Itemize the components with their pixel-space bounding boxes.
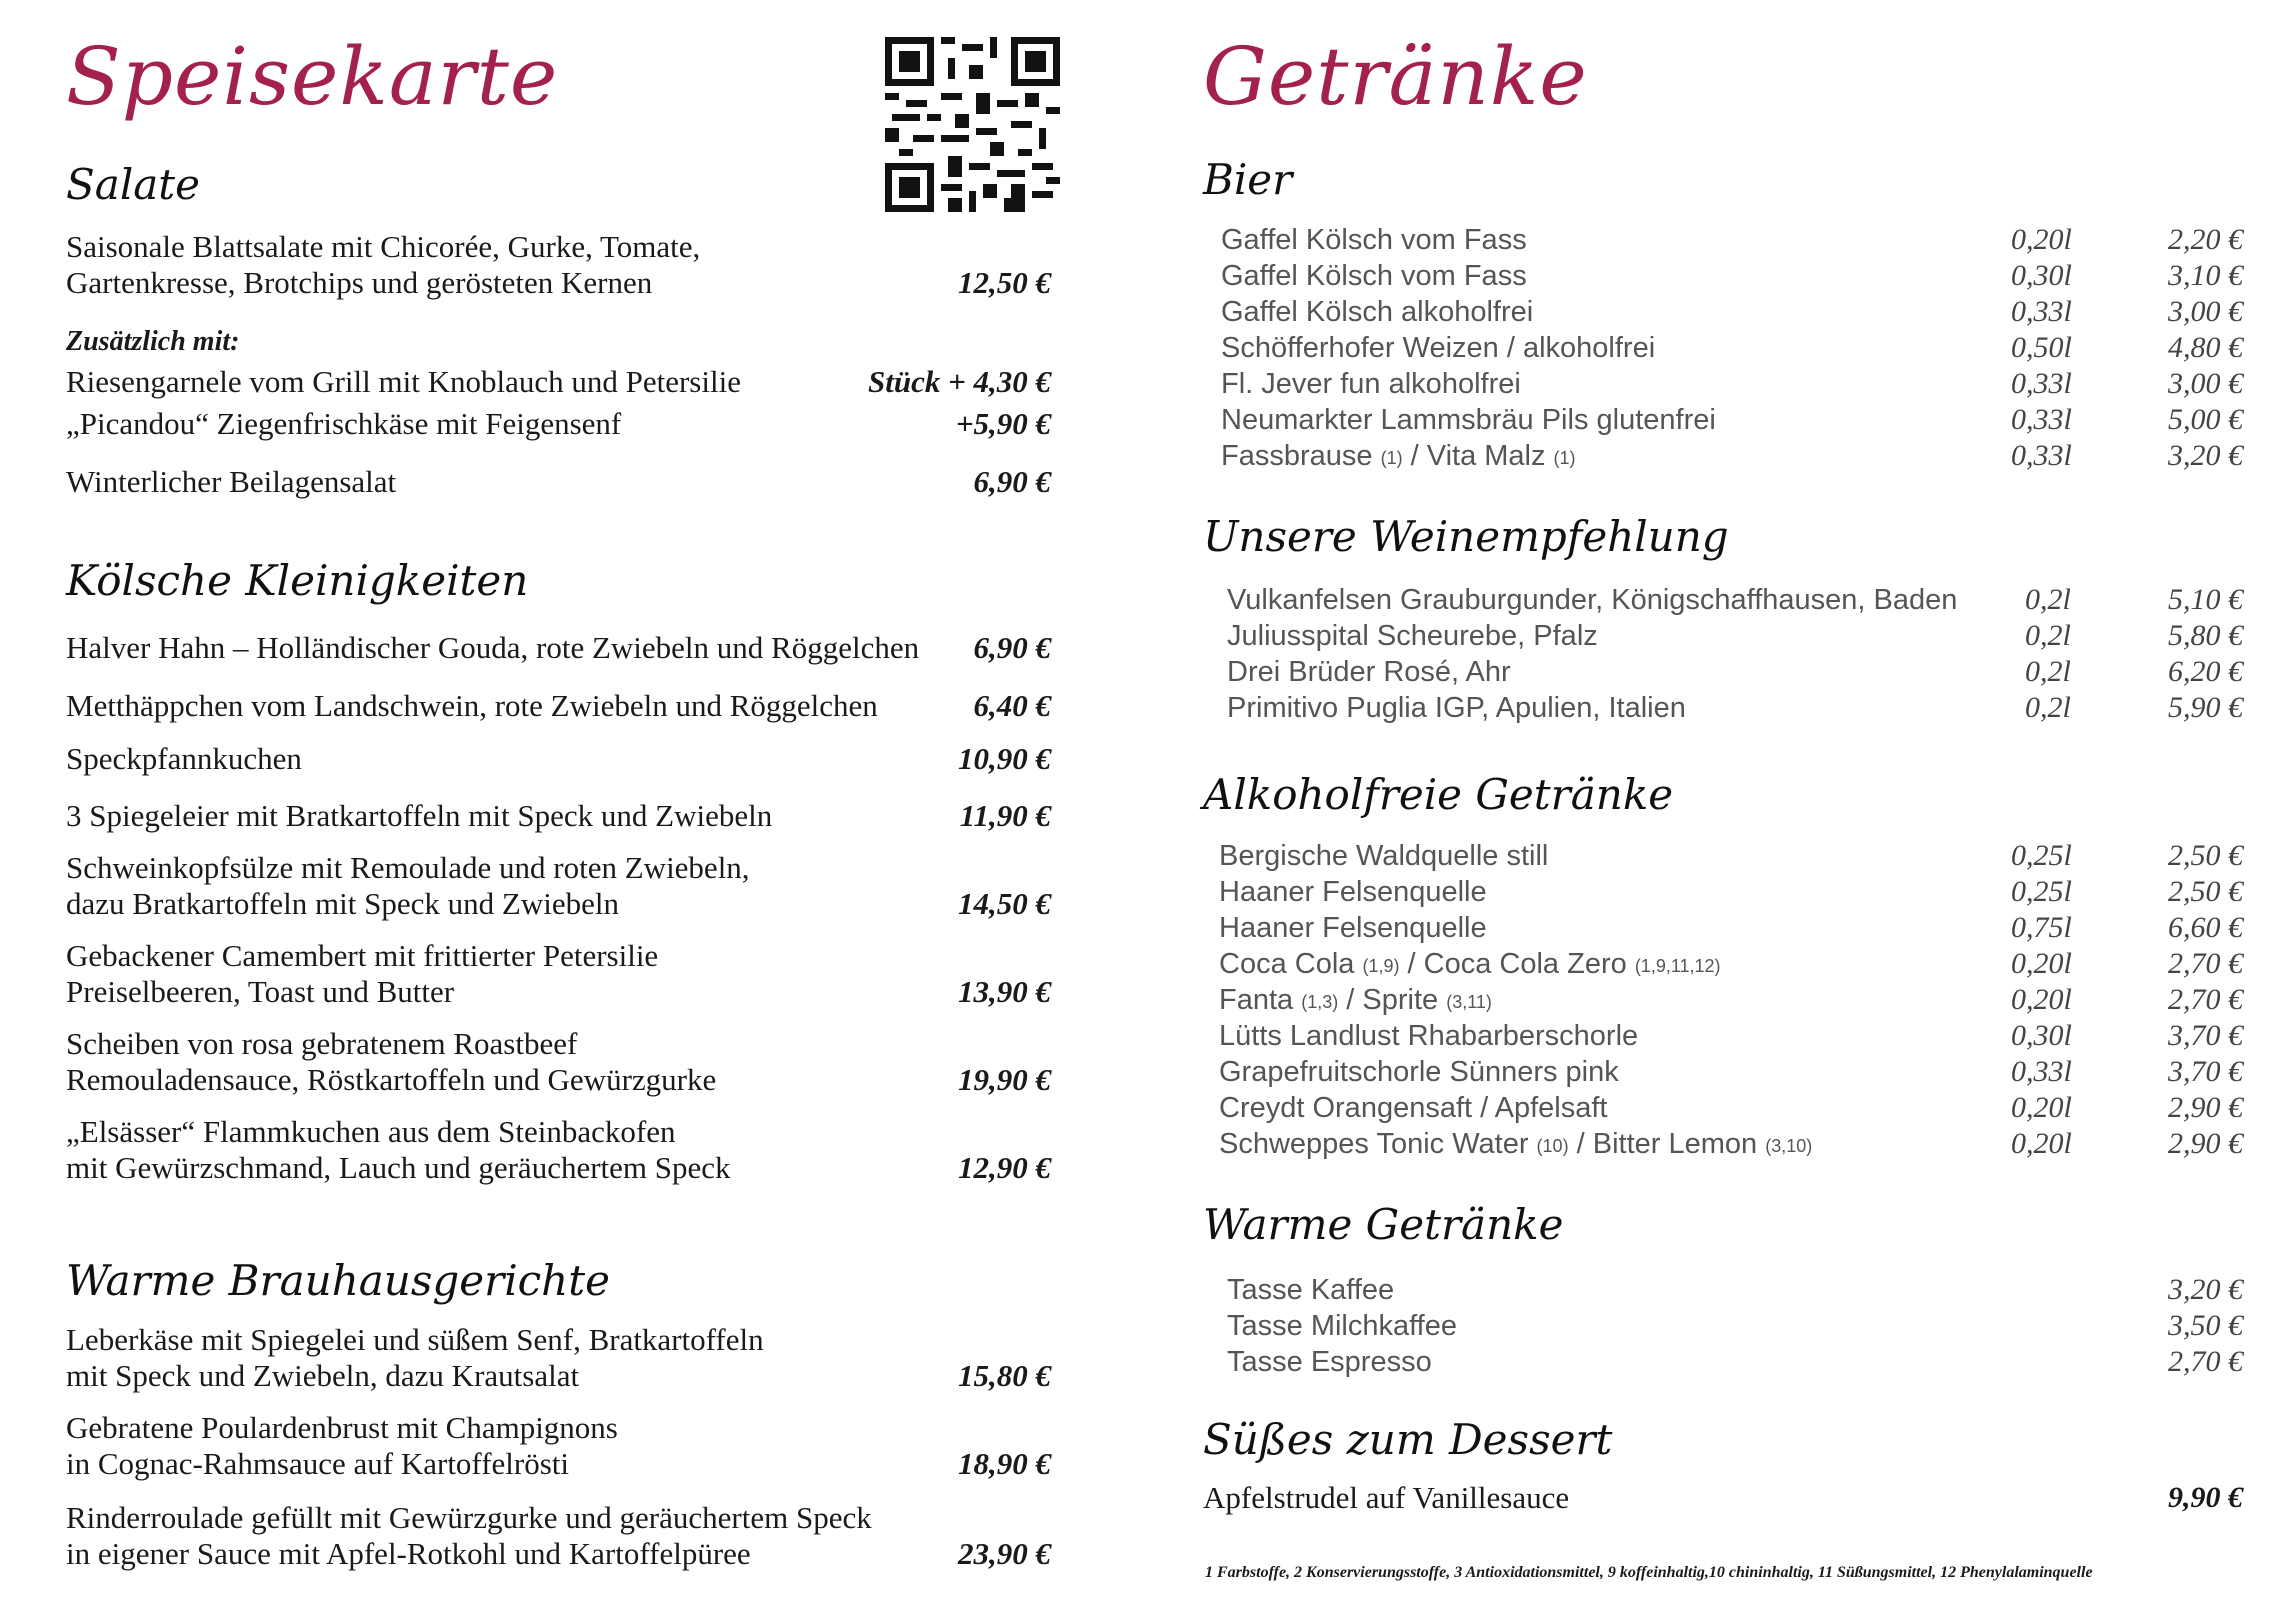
drink-row [1203, 1054, 2243, 1090]
drink-price: 2,70 € [2168, 983, 2243, 1016]
item-name-2: mit Gewürzschmand, Lauch und geräuchertem Speck [66, 1150, 731, 1185]
item-price: 6,90 € [973, 630, 1051, 665]
item-price: Stück + 4,30 € [867, 364, 1051, 399]
drink-row [1203, 222, 2243, 258]
item-price: 15,80 € [958, 1358, 1051, 1393]
drink-name: Bergische Waldquelle still [1219, 840, 1549, 872]
drink-name: Lütts Landlust Rhabarberschorle [1219, 1020, 1639, 1052]
menu-item [66, 229, 1051, 301]
drink-name: Tasse Kaffee [1227, 1274, 1395, 1306]
item-name-2: Remouladensauce, Röstkartoffeln und Gewürzgurke [66, 1062, 717, 1097]
item-price: 9,90 € [2168, 1481, 2243, 1514]
item-price: 13,90 € [958, 974, 1051, 1009]
drink-volume: 0,30l [2011, 259, 2072, 292]
drink-name: Coca Cola (1,9) / Coca Cola Zero (1,9,11,12) [1219, 948, 1721, 980]
drink-price: 2,50 € [2168, 875, 2243, 908]
drink-price: 2,70 € [2168, 947, 2243, 980]
section-alkoholfrei-heading: Alkoholfreie Getränke [1203, 770, 1674, 819]
item-price: 6,90 € [973, 464, 1051, 499]
item-name: Gebackener Camembert mit frittierter Petersilie [66, 938, 659, 973]
drink-price: 4,80 € [2168, 331, 2243, 364]
item-name-2: Gartenkresse, Brotchips und gerösteten Kernen [66, 265, 653, 300]
section-wein-heading: Unsere Weinempfehlung [1203, 512, 1729, 561]
drink-name: Fassbrause (1) / Vita Malz (1) [1221, 440, 1576, 472]
drink-row [1203, 874, 2243, 910]
drink-name: Neumarkter Lammsbräu Pils glutenfrei [1221, 404, 1716, 436]
drink-price: 6,20 € [2168, 655, 2243, 688]
drink-volume: 0,33l [2011, 439, 2072, 472]
item-name: „Elsässer“ Flammkuchen aus dem Steinbackofen [66, 1114, 676, 1149]
page-title-getraenke: Getränke [1203, 30, 1588, 123]
drink-row [1203, 1272, 2243, 1308]
item-price: 12,50 € [958, 265, 1051, 300]
item-name-2: mit Speck und Zwiebeln, dazu Krautsalat [66, 1358, 580, 1393]
drink-volume: 0,2l [2025, 655, 2071, 688]
item-price: 18,90 € [958, 1446, 1051, 1481]
menu-item [66, 630, 1051, 666]
drink-row [1203, 1308, 2243, 1344]
drink-price: 3,50 € [2168, 1309, 2243, 1342]
menu-item [66, 406, 1051, 442]
item-price: 6,40 € [973, 688, 1051, 723]
drink-price: 3,00 € [2168, 295, 2243, 328]
drink-price: 3,00 € [2168, 367, 2243, 400]
drink-volume: 0,33l [2011, 1055, 2072, 1088]
drink-volume: 0,25l [2011, 875, 2072, 908]
drink-name: Tasse Espresso [1227, 1346, 1432, 1378]
item-price: +5,90 € [955, 406, 1051, 441]
drink-price: 5,90 € [2168, 691, 2243, 724]
item-name: 3 Spiegeleier mit Bratkartoffeln mit Speck und Zwiebeln [66, 798, 773, 833]
section-warm-heading: Warme Getränke [1203, 1200, 1564, 1249]
drink-row [1203, 654, 2243, 690]
section-dessert-heading: Süßes zum Dessert [1203, 1415, 1613, 1464]
drink-row [1203, 1018, 2243, 1054]
menu-item [66, 850, 1051, 922]
menu-item [66, 798, 1051, 834]
drink-volume: 0,20l [2011, 983, 2072, 1016]
drink-price: 5,00 € [2168, 403, 2243, 436]
section-bier-heading: Bier [1203, 155, 1293, 204]
drink-row [1203, 618, 2243, 654]
menu-item [66, 741, 1051, 777]
qr-code-icon [885, 37, 1060, 212]
drink-price: 2,90 € [2168, 1127, 2243, 1160]
drink-price: 2,20 € [2168, 223, 2243, 256]
drink-price: 3,70 € [2168, 1055, 2243, 1088]
drink-name: Gaffel Kölsch vom Fass [1221, 224, 1527, 256]
drink-volume: 0,2l [2025, 619, 2071, 652]
drink-volume: 0,25l [2011, 839, 2072, 872]
menu-item [66, 688, 1051, 724]
section-koelsche-heading: Kölsche Kleinigkeiten [66, 556, 529, 605]
drink-volume: 0,20l [2011, 947, 2072, 980]
drink-volume: 0,33l [2011, 295, 2072, 328]
item-name: Rinderroulade gefüllt mit Gewürzgurke und geräuchertem Speck [66, 1500, 872, 1535]
item-name: Leberkäse mit Spiegelei und süßem Senf, Bratkartoffeln [66, 1322, 764, 1357]
drink-name: Gaffel Kölsch alkoholfrei [1221, 296, 1534, 328]
drink-volume: 0,30l [2011, 1019, 2072, 1052]
item-price: 10,90 € [958, 741, 1051, 776]
item-price: 23,90 € [958, 1536, 1051, 1571]
section-warme-heading: Warme Brauhausgerichte [66, 1256, 610, 1305]
drink-row [1203, 294, 2243, 330]
drink-name: Fl. Jever fun alkoholfrei [1221, 368, 1521, 400]
item-name: Halver Hahn – Holländischer Gouda, rote Zwiebeln und Röggelchen [66, 630, 920, 665]
item-name: Scheiben von rosa gebratenem Roastbeef [66, 1026, 578, 1061]
drink-volume: 0,75l [2011, 911, 2072, 944]
drink-row [1203, 258, 2243, 294]
drink-volume: 0,2l [2025, 691, 2071, 724]
drink-name: Haaner Felsenquelle [1219, 876, 1487, 908]
item-price: 12,90 € [958, 1150, 1051, 1185]
drink-price: 2,50 € [2168, 839, 2243, 872]
drink-row [1203, 1126, 2243, 1164]
menu-item [66, 1410, 1051, 1482]
menu-item [66, 464, 1051, 500]
item-name-2: Preiselbeeren, Toast und Butter [66, 974, 455, 1009]
menu-item [66, 1322, 1051, 1394]
section-salate-heading: Salate [66, 160, 201, 209]
drink-name: Schweppes Tonic Water (10) / Bitter Lemon (3,10) [1219, 1128, 1813, 1160]
item-name: Apfelstrudel auf Vanillesauce [1203, 1480, 1570, 1515]
drink-row [1203, 330, 2243, 366]
drink-name: Gaffel Kölsch vom Fass [1221, 260, 1527, 292]
drink-price: 3,20 € [2168, 1273, 2243, 1306]
drink-name: Vulkanfelsen Grauburgunder, Königschaffhausen, Baden [1227, 584, 1958, 616]
drink-volume: 0,2l [2025, 583, 2071, 616]
item-price: 19,90 € [958, 1062, 1051, 1097]
drink-name: Creydt Orangensaft / Apfelsaft [1219, 1092, 1608, 1124]
drink-volume: 0,33l [2011, 367, 2072, 400]
drink-row [1203, 1344, 2243, 1380]
drink-price: 3,10 € [2168, 259, 2243, 292]
item-name-2: dazu Bratkartoffeln mit Speck und Zwiebeln [66, 886, 619, 921]
drink-name: Drei Brüder Rosé, Ahr [1227, 656, 1511, 688]
drink-row [1203, 838, 2243, 874]
drink-volume: 0,33l [2011, 403, 2072, 436]
drink-name: Fanta (1,3) / Sprite (3,11) [1219, 984, 1492, 1016]
drink-row [1203, 402, 2243, 438]
item-name: Winterlicher Beilagensalat [66, 464, 397, 499]
drink-row [1203, 1090, 2243, 1126]
item-name: Gebratene Poulardenbrust mit Champignons [66, 1410, 618, 1445]
drink-name: Schöfferhofer Weizen / alkoholfrei [1221, 332, 1656, 364]
menu-item [66, 1114, 1051, 1186]
menu-item [66, 938, 1051, 1010]
item-name-2: in Cognac-Rahmsauce auf Kartoffelrösti [66, 1446, 570, 1481]
drink-row [1203, 910, 2243, 946]
drink-row [1203, 582, 2243, 618]
page-title-speisekarte: Speisekarte [66, 30, 559, 123]
drink-price: 5,80 € [2168, 619, 2243, 652]
drink-row [1203, 438, 2243, 476]
menu-item [66, 1026, 1051, 1098]
drink-price: 2,70 € [2168, 1345, 2243, 1378]
drink-name: Tasse Milchkaffee [1227, 1310, 1457, 1342]
item-name: Metthäppchen vom Landschwein, rote Zwiebeln und Röggelchen [66, 688, 878, 723]
item-name: Speckpfannkuchen [66, 741, 302, 776]
item-name: „Picandou“ Ziegenfrischkäse mit Feigensenf [66, 406, 622, 441]
extra-label: Zusätzlich mit: [66, 326, 240, 357]
menu-item [1203, 1480, 2243, 1516]
drink-name: Primitivo Puglia IGP, Apulien, Italien [1227, 692, 1686, 724]
drink-price: 5,10 € [2168, 583, 2243, 616]
drink-volume: 0,20l [2011, 1091, 2072, 1124]
drink-name: Grapefruitschorle Sünners pink [1219, 1056, 1619, 1088]
drink-price: 3,20 € [2168, 439, 2243, 472]
drink-price: 3,70 € [2168, 1019, 2243, 1052]
drink-volume: 0,20l [2011, 223, 2072, 256]
drink-volume: 0,50l [2011, 331, 2072, 364]
drink-row [1203, 690, 2243, 726]
menu-item [66, 364, 1051, 400]
item-name: Riesengarnele vom Grill mit Knoblauch und Petersilie [66, 364, 741, 399]
drink-name: Haaner Felsenquelle [1219, 912, 1487, 944]
drink-volume: 0,20l [2011, 1127, 2072, 1160]
item-name: Saisonale Blattsalate mit Chicorée, Gurke, Tomate, [66, 229, 701, 264]
menu-item [66, 1500, 1051, 1572]
item-name: Schweinkopfsülze mit Remoulade und roten Zwiebeln, [66, 850, 750, 885]
drink-row [1203, 366, 2243, 402]
drink-row [1203, 946, 2243, 984]
item-price: 14,50 € [958, 886, 1051, 921]
drink-name: Juliusspital Scheurebe, Pfalz [1227, 620, 1598, 652]
drink-price: 6,60 € [2168, 911, 2243, 944]
footnote: 1 Farbstoffe, 2 Konservierungsstoffe, 3 Antioxidationsmittel, 9 koffeinhaltig,10 chininhaltig, 11 Süßungsmittel, 12 Phenylalaminquelle [1205, 1564, 2093, 1581]
drink-row [1203, 982, 2243, 1020]
item-name-2: in eigener Sauce mit Apfel-Rotkohl und Kartoffelpüree [66, 1536, 751, 1571]
drink-price: 2,90 € [2168, 1091, 2243, 1124]
item-price: 11,90 € [959, 798, 1051, 833]
